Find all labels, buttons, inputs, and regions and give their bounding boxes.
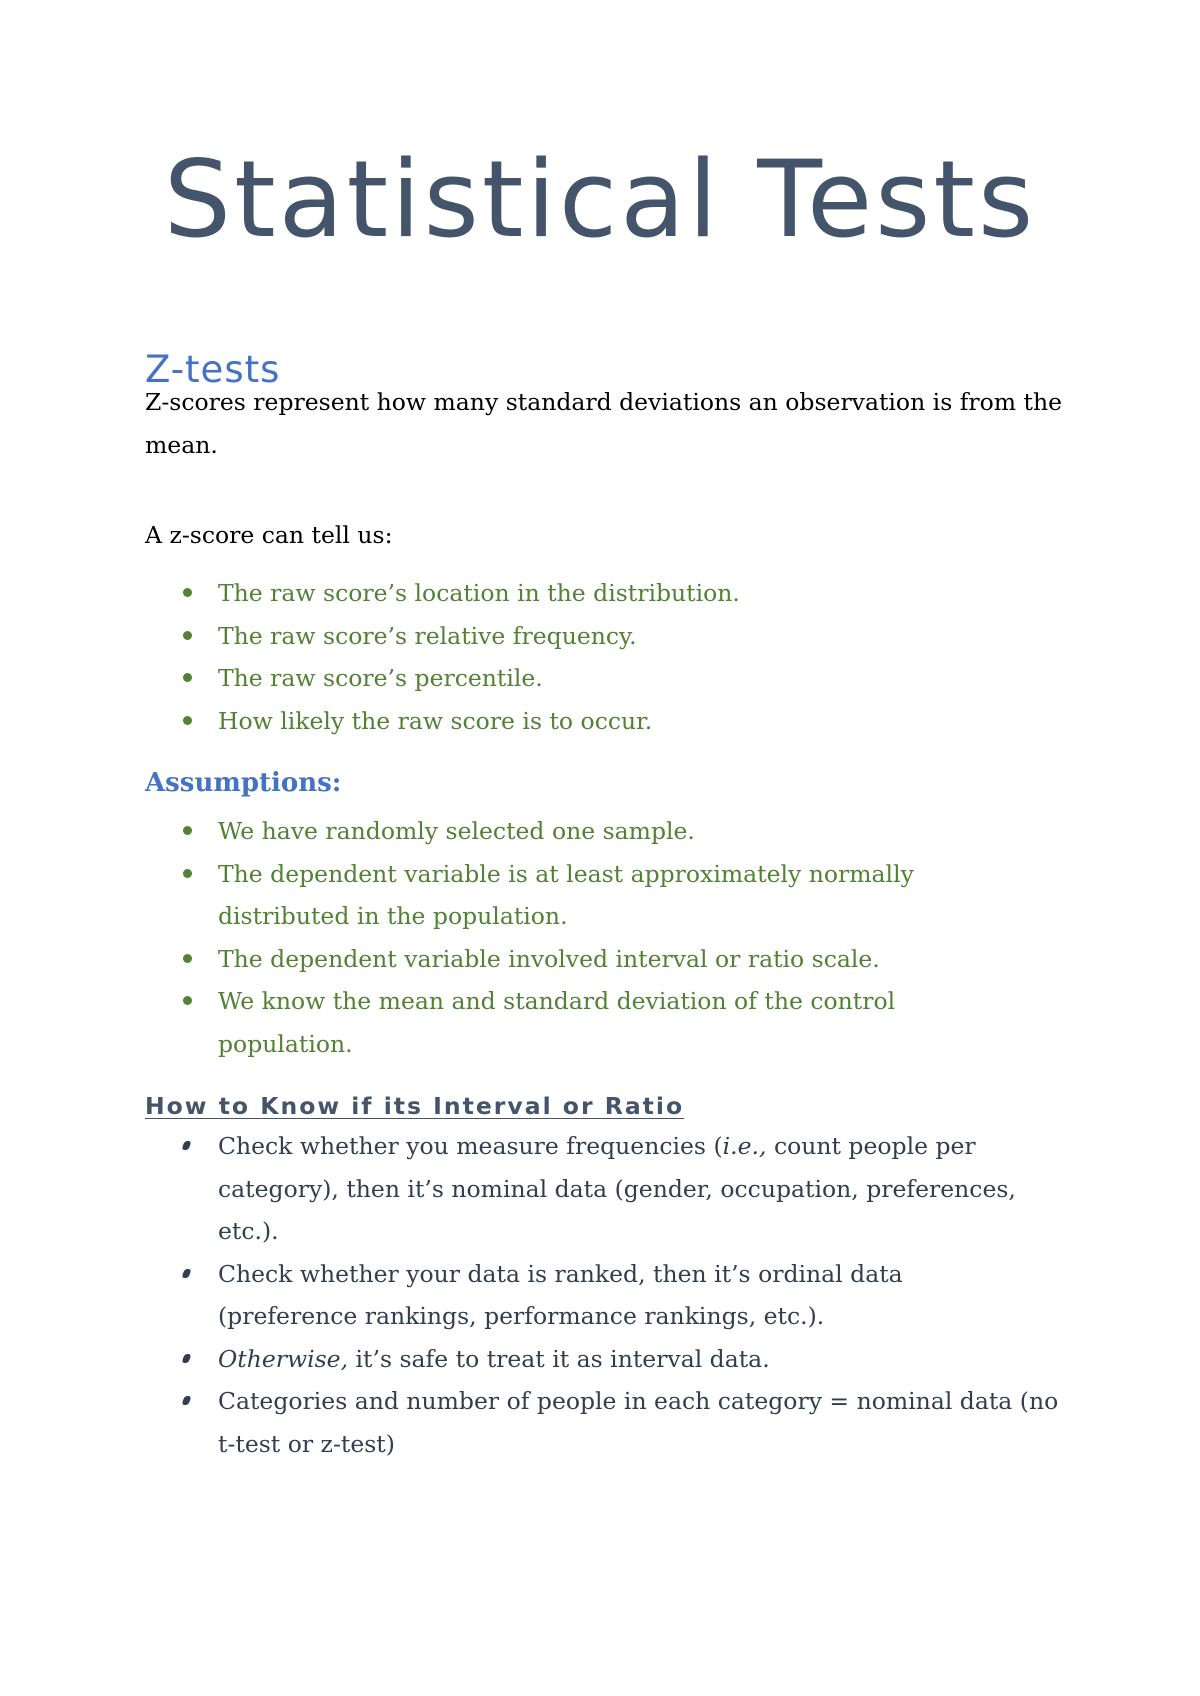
zscore-list (145, 572, 1065, 742)
bullet-icon (183, 588, 192, 597)
list-item-text: Check whether you measure frequencies ( (218, 1132, 723, 1160)
list-item (145, 572, 1065, 615)
list-item-text: count people per category), then it’s nominal data (gender, occupation, preferences, etc.). (218, 1132, 1016, 1245)
list-item-text: We know the mean and standard deviation of the control population. (218, 987, 896, 1058)
list-item-text: The raw score’s percentile. (218, 664, 543, 692)
list-item-text: How likely the raw score is to occur. (218, 706, 653, 735)
assumptions-heading: Assumptions: (145, 768, 342, 798)
list-item-italic-text: Otherwise, (218, 1344, 349, 1373)
list-item (145, 1253, 1065, 1338)
bullet-icon (182, 1269, 192, 1278)
list-item-text: Categories and number of people in each category = nominal data (no t-test or z-test) (218, 1387, 1059, 1458)
list-item-italic-text: i.e., (722, 1132, 767, 1160)
bullet-icon (182, 1396, 192, 1405)
list-item-text: it’s safe to treat it as interval data. (348, 1344, 770, 1373)
assumptions-list (145, 810, 1065, 1065)
bullet-icon (183, 996, 192, 1005)
bullet-icon (183, 631, 192, 640)
list-item-text: The dependent variable is at least approximately normally distributed in the population. (218, 859, 914, 930)
list-item (145, 1380, 1065, 1465)
list-item-text: The raw score’s location in the distribution. (218, 579, 740, 607)
interval-ratio-heading: How to Know if its Interval or Ratio (145, 1092, 685, 1120)
list-item (145, 615, 1065, 658)
intro-paragraph: Z-scores represent how many standard deviations an observation is from the mean. (145, 388, 1063, 459)
interval-ratio-list (145, 1125, 1065, 1465)
bullet-icon (183, 716, 192, 725)
list-item (145, 1338, 1065, 1381)
list-item (145, 853, 1065, 938)
document-title: Statistical Tests (163, 138, 1037, 261)
bullet-icon (182, 1141, 192, 1150)
bullet-icon (183, 869, 192, 878)
list-item-text: The dependent variable involved interval or ratio scale. (218, 944, 880, 973)
bullet-icon (183, 673, 192, 682)
zscore-lead-text: A z-score can tell us: (145, 521, 393, 549)
bullet-icon (183, 826, 192, 835)
list-item (145, 810, 1065, 853)
list-item (145, 700, 1065, 743)
section-heading-z-tests: Z-tests (145, 348, 281, 391)
list-item (145, 1125, 1065, 1253)
list-item (145, 657, 1065, 700)
list-item-text: The raw score’s relative frequency. (218, 621, 637, 650)
list-item (145, 980, 1065, 1065)
list-item-text: We have randomly selected one sample. (218, 817, 695, 845)
bullet-icon (183, 954, 192, 963)
list-item-text: Check whether your data is ranked, then it’s ordinal data (preference rankings, performance rankings, etc.). (218, 1259, 903, 1330)
bullet-icon (182, 1354, 192, 1363)
list-item (145, 938, 1065, 981)
